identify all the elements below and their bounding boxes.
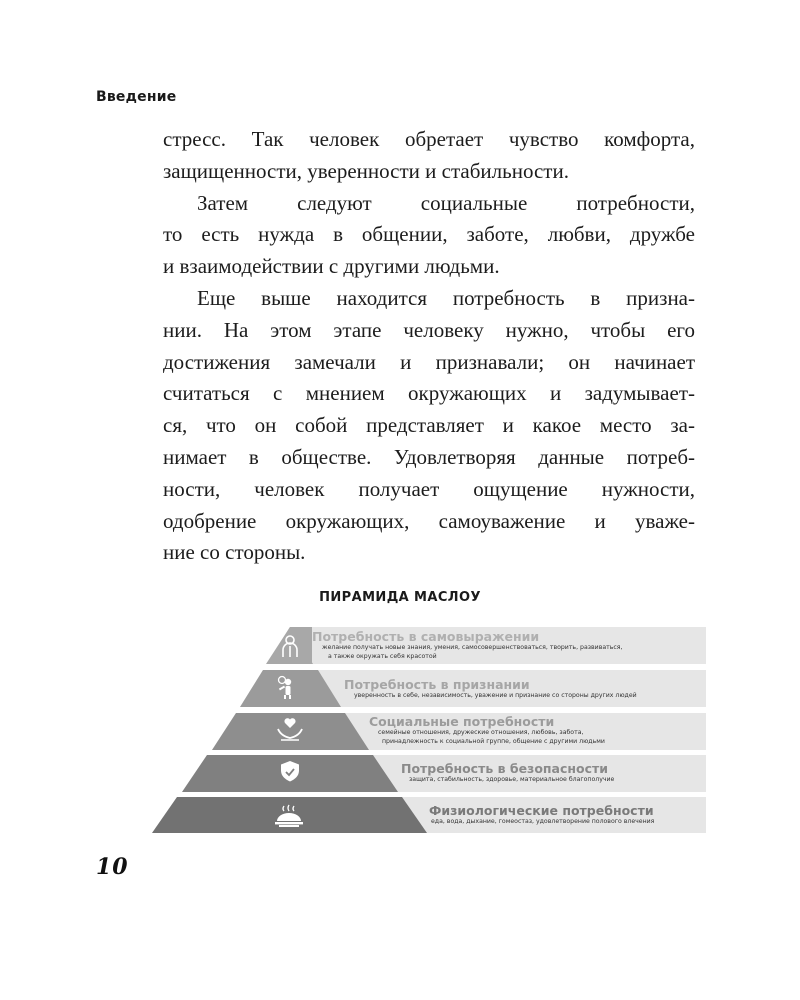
running-head: Введение: [96, 89, 177, 105]
level-title: Потребность в самовыражении: [312, 629, 540, 644]
level-label-self-actualization: [312, 629, 622, 661]
text-line: нии. На этом этапе человеку нужно, чтобы его: [163, 317, 695, 342]
text-line: ности, человек получает ощущение нужности,: [163, 476, 695, 501]
level-description: защита, стабильность, здоровье, материальное благополучие: [409, 776, 615, 783]
text-line: Затем следуют социальные потребности,: [197, 190, 695, 215]
level-description: еда, вода, дыхание, гомеостаз, удовлетворение полового влечения: [431, 818, 655, 825]
level-title: Потребность в безопасности: [401, 761, 609, 776]
level-label-social: [369, 714, 605, 746]
text-line: ся, что он собой представляет и какое место за-: [163, 413, 695, 438]
text-line: защищенности, уверенности и стабильности.: [163, 158, 569, 183]
level-description: желание получать новые знания, умения, самосовершенствоваться, творить, развиваться,: [322, 644, 623, 651]
text-line: нимает в обществе. Удовлетворяя данные потреб-: [163, 444, 695, 469]
level-description: семейные отношения, дружеские отношения, любовь, забота,: [378, 729, 584, 736]
level-label-safety: [401, 761, 614, 785]
text-line: одобрение окружающих, самоуважение и уваже-: [163, 508, 695, 533]
level-label-recognition: [344, 677, 637, 701]
text-line: считаться с мнением окружающих и задумывает-: [163, 381, 695, 406]
page-number: 10: [96, 854, 129, 880]
level-description: принадлежность к социальной группе, общение с другими людьми: [382, 737, 605, 745]
level-block: [212, 713, 369, 750]
level-description: уверенность в себе, независимость, уважение и признание со стороны других людей: [354, 692, 637, 699]
text-line: то есть нужда в общении, заботе, любви, дружбе: [163, 222, 695, 247]
text-line: достижения замечали и признавали; он начинает: [163, 349, 695, 374]
text-line: и взаимодействии с другими людьми.: [163, 254, 500, 279]
level-title: Социальные потребности: [369, 714, 555, 729]
text-line: Еще выше находится потребность в призна-: [197, 285, 695, 310]
pyramid-title: ПИРАМИДА МАСЛОУ: [319, 590, 481, 605]
text-line: стресс. Так человек обретает чувство комфорта,: [163, 127, 695, 151]
level-title: Потребность в признании: [344, 677, 530, 692]
level-title: Физиологические потребности: [429, 803, 654, 818]
text-line: ние со стороны.: [163, 540, 306, 565]
level-description: а также окружать себя красотой: [328, 652, 437, 660]
level-label-physiological: [429, 803, 654, 827]
